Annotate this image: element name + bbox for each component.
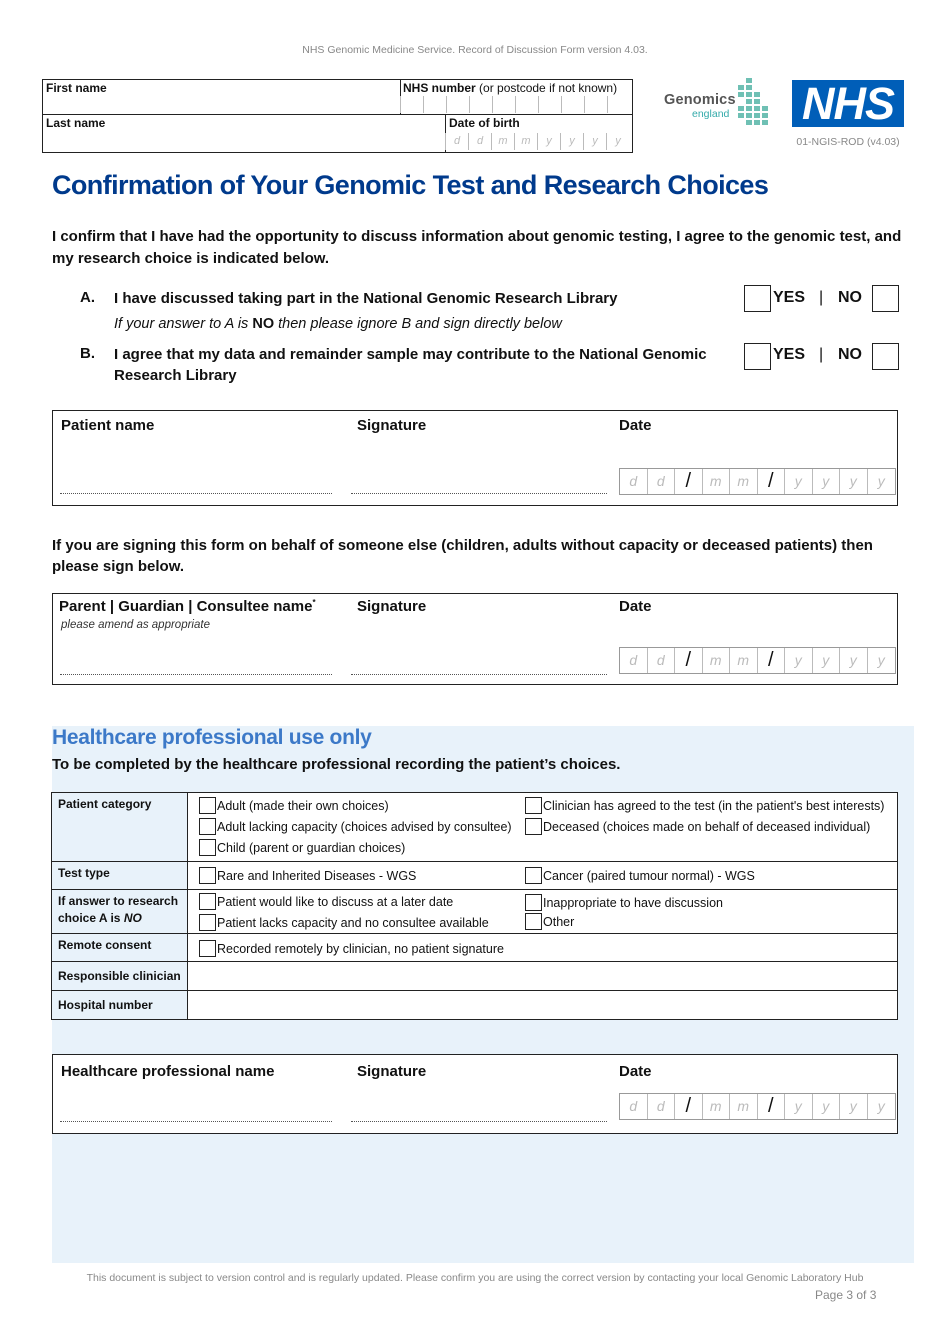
hcp-date-field[interactable]: d d / m m / y y y y: [619, 1093, 896, 1120]
guardian-signature-field[interactable]: [351, 674, 607, 675]
question-a-no-label: NO: [838, 289, 862, 306]
checkbox[interactable]: [525, 867, 542, 884]
guardian-signature-box: [52, 593, 898, 685]
first-name-label: First name: [46, 81, 107, 95]
checkbox[interactable]: [199, 818, 216, 835]
table-row: [52, 793, 898, 862]
nhs-number-label: NHS number (or postcode if not known): [403, 81, 618, 95]
hcp-signature-field[interactable]: [351, 1121, 607, 1122]
checkbox[interactable]: [199, 839, 216, 856]
research-no-label: If answer to research choice A is NO: [52, 890, 188, 934]
question-b-letter: B.: [80, 345, 95, 362]
question-b-yes-label: YES: [773, 346, 806, 363]
cancer-option[interactable]: Cancer (paired tumour normal) - WGS: [525, 865, 897, 886]
hcp-date-label: Date: [619, 1063, 652, 1080]
table-row: [52, 862, 898, 890]
nhs-number-field[interactable]: [400, 96, 630, 113]
test-type-label: Test type: [52, 862, 188, 890]
patient-name-label: Patient name: [61, 417, 155, 434]
hcp-name-field[interactable]: [60, 1121, 332, 1122]
remote-consent-label: Remote consent: [52, 934, 188, 962]
genomics-logo-word: Genomics: [664, 92, 736, 108]
guardian-signature-label: Signature: [357, 598, 427, 615]
later-date-option[interactable]: Patient would like to discuss at a later date: [199, 891, 525, 912]
patient-id-box: [42, 79, 633, 153]
patient-category-label: Patient category: [52, 793, 188, 862]
guardian-date-label: Date: [619, 598, 652, 615]
responsible-clinician-field[interactable]: [188, 962, 898, 991]
footer-note: This document is subject to version control and is regularly updated. Please confirm you are using the correct version by contacting your local Genomic Laboratory Hub: [86, 1272, 864, 1284]
table-row: [52, 890, 898, 934]
checkbox[interactable]: [199, 914, 216, 931]
behalf-instructions: If you are signing this form on behalf of someone else (children, adults without capacity or deceased patients) then please sign below.: [52, 537, 873, 575]
question-a-yes-checkbox[interactable]: [744, 285, 771, 312]
hcp-section-subtitle: To be completed by the healthcare professional recording the patient’s choices.: [52, 756, 621, 773]
lacks-capacity-option[interactable]: Patient lacks capacity and no consultee available: [199, 912, 525, 933]
patient-signature-label: Signature: [357, 417, 427, 434]
question-a-no-checkbox[interactable]: [872, 285, 899, 312]
adult-lacking-capacity-option[interactable]: Adult lacking capacity (choices advised by consultee): [199, 816, 525, 837]
table-row: [52, 934, 898, 962]
patient-signature-field[interactable]: [351, 493, 607, 494]
hcp-signature-label: Signature: [357, 1063, 427, 1080]
checkbox[interactable]: [525, 797, 542, 814]
question-b-no-checkbox[interactable]: [872, 343, 899, 370]
dob-field[interactable]: d d m m y y y y: [445, 133, 629, 150]
checkbox[interactable]: [525, 913, 542, 930]
checkbox[interactable]: [525, 894, 542, 911]
patient-date-field[interactable]: d d / m m / y y y y: [619, 468, 896, 495]
question-a-note: If your answer to A is NO then please ignore B and sign directly below: [114, 316, 562, 332]
clinician-agreed-option[interactable]: Clinician has agreed to the test (in the patient's best interests): [525, 795, 897, 816]
guardian-name-field[interactable]: [60, 674, 332, 675]
other-option[interactable]: Other: [525, 912, 897, 931]
responsible-clinician-label: Responsible clinician: [52, 962, 188, 991]
form-code: 01-NGIS-ROD (v4.03): [796, 136, 900, 148]
rare-diseases-option[interactable]: Rare and Inherited Diseases - WGS: [199, 865, 525, 886]
guardian-date-field[interactable]: d d / m m / y y y y: [619, 647, 896, 674]
hcp-section-title: Healthcare professional use only: [52, 726, 372, 749]
hospital-number-label: Hospital number: [52, 991, 188, 1020]
genomics-england-logo: [662, 78, 772, 136]
adult-option[interactable]: Adult (made their own choices): [199, 795, 525, 816]
nhs-logo: NHS: [792, 80, 904, 127]
patient-date-label: Date: [619, 417, 652, 434]
table-row: [52, 991, 898, 1020]
hospital-number-field[interactable]: [188, 991, 898, 1020]
page-title: Confirmation of Your Genomic Test and Research Choices: [52, 170, 769, 200]
last-name-label: Last name: [46, 116, 106, 130]
patient-name-field[interactable]: [60, 493, 332, 494]
question-a-letter: A.: [80, 289, 95, 306]
checkbox[interactable]: [199, 867, 216, 884]
england-logo-word: england: [692, 108, 730, 120]
question-a-yes-label: YES: [773, 289, 806, 306]
question-b-separator: |: [819, 346, 824, 363]
remote-consent-option[interactable]: Recorded remotely by clinician, no patient signature: [199, 938, 504, 959]
question-a-separator: |: [819, 289, 824, 306]
page-number: Page 3 of 3: [815, 1288, 877, 1302]
header-note: NHS Genomic Medicine Service. Record of Discussion Form version 4.03.: [302, 44, 648, 56]
amend-note: please amend as appropriate: [61, 619, 210, 631]
child-option[interactable]: Child (parent or guardian choices): [199, 837, 525, 858]
question-a-text: I have discussed taking part in the National Genomic Research Library: [114, 290, 618, 307]
inappropriate-option[interactable]: Inappropriate to have discussion: [525, 893, 897, 912]
question-b-no-label: NO: [838, 346, 862, 363]
dob-label: Date of birth: [449, 116, 520, 130]
checkbox[interactable]: [199, 797, 216, 814]
checkbox[interactable]: [199, 893, 216, 910]
question-b-yes-checkbox[interactable]: [744, 343, 771, 370]
hcp-name-label: Healthcare professional name: [61, 1063, 275, 1080]
patient-signature-box: [52, 410, 898, 506]
hcp-signature-box: [52, 1054, 898, 1134]
guardian-name-label: Parent | Guardian | Consultee name*: [59, 598, 316, 615]
question-b-text: I agree that my data and remainder sample may contribute to the National Genomic Research Library: [114, 346, 707, 384]
deceased-option[interactable]: Deceased (choices made on behalf of deceased individual): [525, 816, 897, 837]
intro-statement: I confirm that I have had the opportunity to discuss information about genomic testing, I agree to the genomic test, and my research choice is indicated below.: [52, 228, 902, 267]
checkbox[interactable]: [525, 818, 542, 835]
england-map-icon: [738, 78, 768, 125]
table-row: [52, 962, 898, 991]
checkbox[interactable]: [199, 940, 216, 957]
hcp-table: [51, 792, 898, 1020]
